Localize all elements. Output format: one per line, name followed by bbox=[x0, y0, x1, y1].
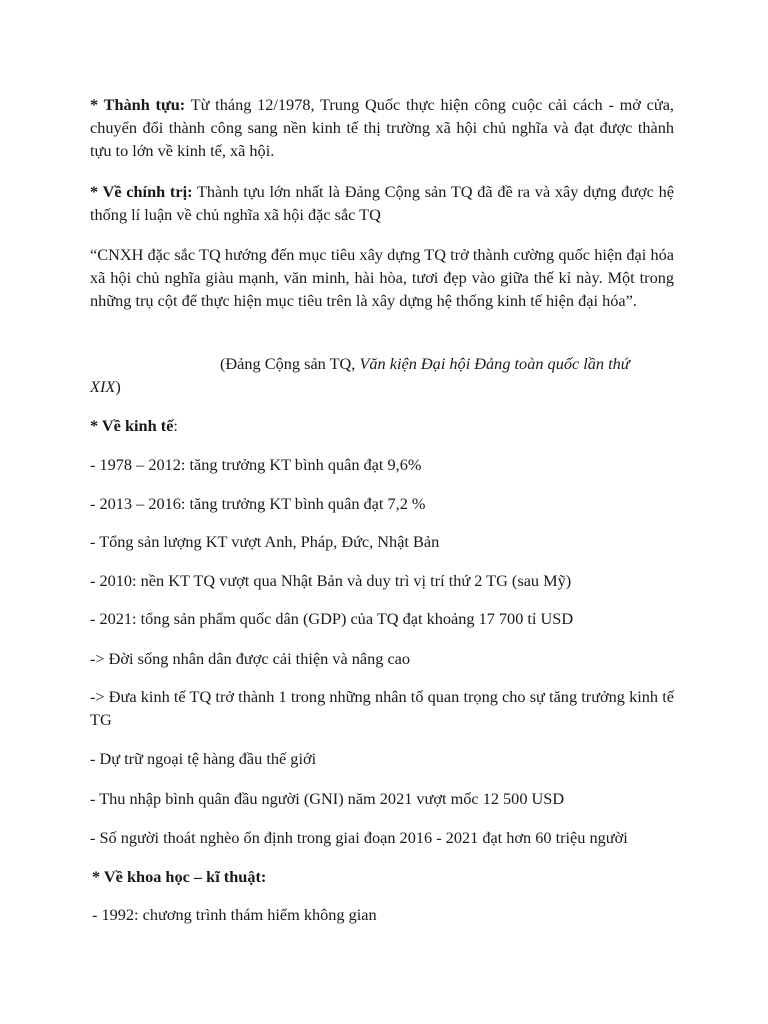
citation-title-part-2: XIX bbox=[90, 377, 116, 396]
achievements-label: * Thành tựu: bbox=[90, 95, 186, 114]
economy-item: - Tổng sản lượng KT vượt Anh, Pháp, Đức, Nhật Bản bbox=[90, 532, 440, 551]
economy-heading-label: * Về kinh tế bbox=[90, 416, 174, 435]
economy-item: - 2013 – 2016: tăng trưởng KT bình quân đạt 7,2 % bbox=[90, 494, 426, 513]
economy-item: - Số người thoát nghèo ổn định trong giai đoạn 2016 - 2021 đạt hơn 60 triệu người bbox=[90, 828, 628, 847]
economy-item: -> Đời sống nhân dân được cải thiện và nâng cao bbox=[90, 649, 411, 668]
science-heading-label: * Về khoa học – kĩ thuật: bbox=[92, 867, 267, 886]
economy-item: - Thu nhập bình quân đầu người (GNI) năm 2021 vượt mốc 12 500 USD bbox=[90, 789, 565, 808]
economy-heading-colon: : bbox=[173, 416, 178, 435]
science-item: - 1992: chương trình thám hiểm không gian bbox=[92, 905, 377, 924]
politics-label: * Về chính trị: bbox=[90, 182, 193, 201]
citation-open: (Đảng Cộng sản TQ, bbox=[220, 354, 360, 373]
citation-close: ) bbox=[115, 377, 121, 396]
economy-item: - 1978 – 2012: tăng trưởng KT bình quân đạt 9,6% bbox=[90, 455, 422, 474]
politics-text: Thành tựu lớn nhất là Đảng Cộng sản TQ đã đề ra và xây dựng được hệ thống lí luận về chủ nghĩa xã hội đặc sắc TQ bbox=[90, 182, 674, 224]
quote-paragraph bbox=[90, 243, 674, 312]
quote-text: “CNXH đặc sắc TQ hướng đến mục tiêu xây dựng TQ trở thành cường quốc hiện đại hóa xã hội chủ nghĩa giàu mạnh, văn minh, hài hòa, tươi đẹp vào giữa thế kỉ này. Một trong những trụ cột để thực hiện mục tiêu trên là xây dựng hệ thống kinh tế hiện đại hóa”. bbox=[90, 245, 674, 310]
economy-heading bbox=[90, 414, 674, 437]
economy-item: - Dự trữ ngoại tệ hàng đầu thế giới bbox=[90, 749, 317, 768]
economy-item: -> Đưa kinh tế TQ trở thành 1 trong những nhân tố quan trọng cho sự tăng trưởng kinh tế TG bbox=[90, 687, 674, 729]
politics-paragraph bbox=[90, 180, 674, 226]
achievements-paragraph bbox=[90, 93, 674, 162]
citation-title-part-1: Văn kiện Đại hội Đảng toàn quốc lần thứ bbox=[359, 354, 630, 373]
citation-line-2 bbox=[90, 375, 674, 398]
achievements-text: Từ tháng 12/1978, Trung Quốc thực hiện công cuộc cải cách - mở cửa, chuyển đổi thành công sang nền kinh tế thị trường xã hội chủ nghĩa và đạt được thành tựu to lớn về kinh tế, xã hội. bbox=[90, 95, 674, 160]
economy-item: - 2010: nền KT TQ vượt qua Nhật Bản và duy trì vị trí thứ 2 TG (sau Mỹ) bbox=[90, 571, 572, 590]
science-heading bbox=[92, 865, 676, 888]
citation-paragraph bbox=[90, 352, 674, 398]
citation-line-1 bbox=[90, 352, 674, 375]
economy-item: - 2021: tổng sản phẩm quốc dân (GDP) của TQ đạt khoảng 17 700 tỉ USD bbox=[90, 609, 574, 628]
